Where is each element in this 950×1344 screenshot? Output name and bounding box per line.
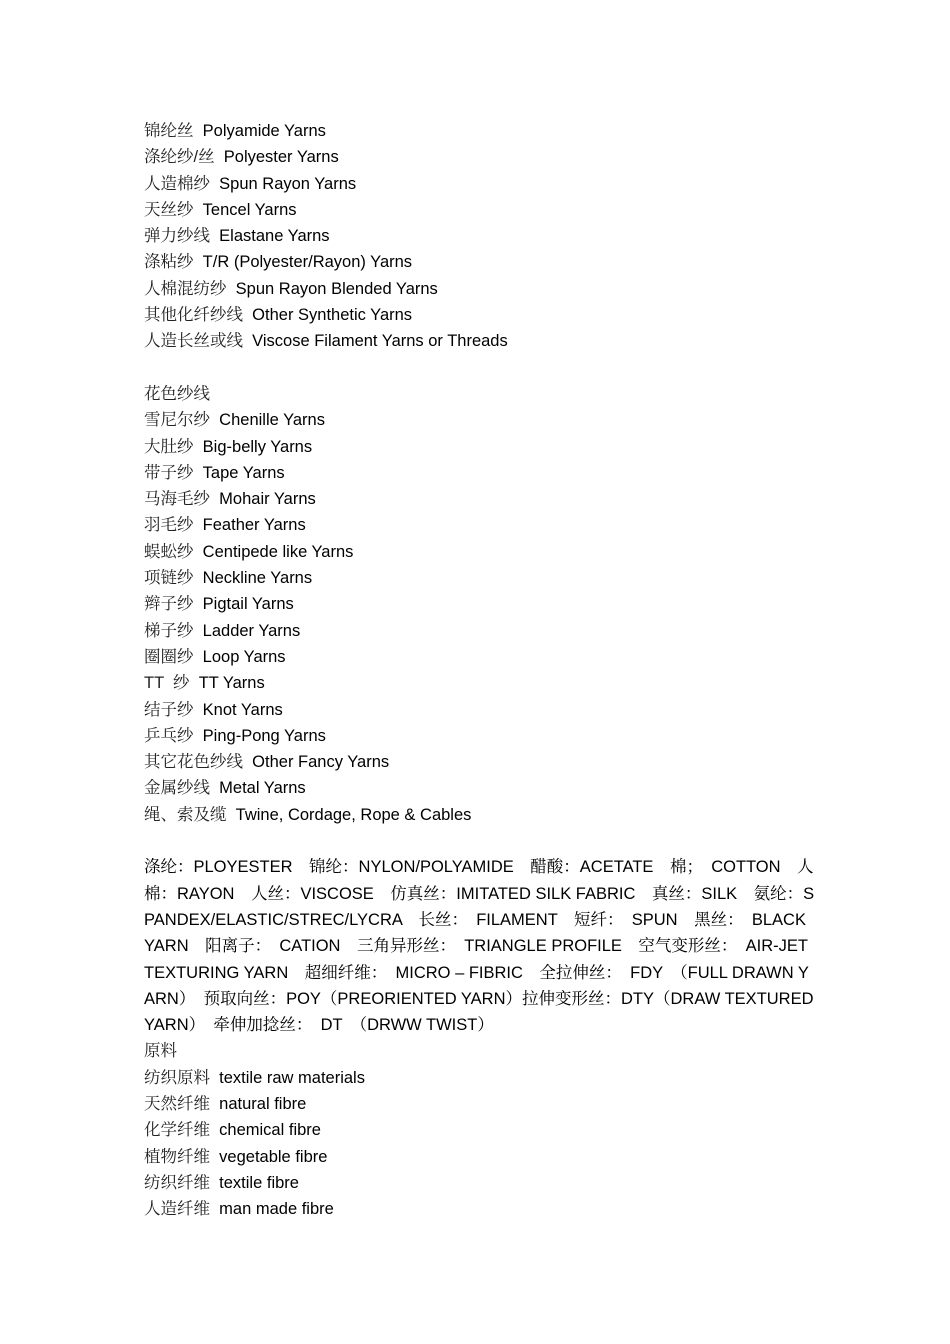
raw-material-list xyxy=(144,1065,824,1223)
list-item xyxy=(144,223,824,249)
list-item xyxy=(144,539,824,565)
list-item xyxy=(144,486,824,512)
list-item xyxy=(144,1117,824,1143)
list-item xyxy=(144,407,824,433)
term-en: Tencel Yarns xyxy=(202,200,297,219)
list-item xyxy=(144,802,824,828)
term-zh: 大肚纱 xyxy=(144,437,194,456)
term-en: Big-belly Yarns xyxy=(202,437,313,456)
term-en: Ladder Yarns xyxy=(202,621,301,640)
list-item xyxy=(144,328,824,354)
term-en: TT Yarns xyxy=(198,674,265,693)
term-en: T/R (Polyester/Rayon) Yarns xyxy=(202,253,413,272)
term-en: Elastane Yarns xyxy=(219,227,330,246)
yarn-list xyxy=(144,118,824,355)
term-zh: 马海毛纱 xyxy=(144,490,210,509)
term-zh: 植物纤维 xyxy=(144,1147,210,1166)
term-zh: 带子纱 xyxy=(144,463,194,482)
term-en: Pigtail Yarns xyxy=(202,595,294,614)
term-en: Ping-Pong Yarns xyxy=(202,726,326,745)
term-en: Polyester Yarns xyxy=(223,148,339,167)
term-zh: 锦纶丝 xyxy=(144,122,194,140)
term-en: vegetable fibre xyxy=(219,1147,328,1166)
term-zh: 人造长丝或线 xyxy=(144,332,243,351)
document-content xyxy=(144,118,824,1222)
term-en: Other Synthetic Yarns xyxy=(252,306,413,325)
list-item xyxy=(144,749,824,775)
term-zh: 结子纱 xyxy=(144,700,194,719)
term-zh: 雪尼尔纱 xyxy=(144,411,210,430)
term-en: Other Fancy Yarns xyxy=(252,753,390,772)
list-item xyxy=(144,775,824,801)
blank-line xyxy=(144,828,824,854)
list-item xyxy=(144,618,824,644)
term-zh: 羽毛纱 xyxy=(144,516,194,535)
term-zh: 梯子纱 xyxy=(144,621,194,640)
term-zh: TT 纱 xyxy=(144,674,190,693)
term-en: textile raw materials xyxy=(219,1068,365,1087)
term-zh: 金属纱线 xyxy=(144,779,210,798)
list-item xyxy=(144,697,824,723)
term-zh: 绳、索及缆 xyxy=(144,805,227,824)
term-zh: 天丝纱 xyxy=(144,200,194,219)
list-item xyxy=(144,1091,824,1117)
section-heading: 原料 xyxy=(144,1042,177,1061)
term-zh: 天然纤维 xyxy=(144,1094,210,1113)
fancy-yarn-list xyxy=(144,407,824,828)
list-item xyxy=(144,171,824,197)
list-item xyxy=(144,249,824,275)
term-en: Feather Yarns xyxy=(202,516,306,535)
term-en: natural fibre xyxy=(219,1094,307,1113)
list-item xyxy=(144,512,824,538)
list-item xyxy=(144,276,824,302)
term-zh: 其它花色纱线 xyxy=(144,753,243,772)
term-en: Knot Yarns xyxy=(202,700,283,719)
term-zh: 纺织纤维 xyxy=(144,1173,210,1192)
term-en: Twine, Cordage, Rope & Cables xyxy=(235,805,472,824)
term-zh: 蜈蚣纱 xyxy=(144,542,194,561)
list-item xyxy=(144,591,824,617)
list-item xyxy=(144,1170,824,1196)
term-zh: 化学纤维 xyxy=(144,1121,210,1140)
term-zh: 项链纱 xyxy=(144,569,194,588)
term-en: Mohair Yarns xyxy=(219,490,316,509)
term-en: Spun Rayon Yarns xyxy=(219,174,357,193)
list-item xyxy=(144,1196,824,1222)
section-heading: 花色纱线 xyxy=(144,384,210,403)
term-en: Metal Yarns xyxy=(219,779,306,798)
term-en: Loop Yarns xyxy=(202,647,286,666)
term-en: Tape Yarns xyxy=(202,463,285,482)
term-en: Centipede like Yarns xyxy=(202,542,354,561)
fiber-terms-paragraph: 涤纶：PLOYESTER 锦纶：NYLON/POLYAMIDE 醋酸：ACETATE 棉； COTTON 人棉：RAYON 人丝：VISCOSE 仿真丝：IMITATED SILK FABRIC 真丝：SILK 氨纶：SPANDEX/ELASTIC/STREC/LYCRA 长丝： FILAMENT 短纤： SPUN 黑丝： BLACK YARN 阳离子： CATION 三角异形丝： TRIANGLE PROFILE 空气变形丝： AIR-JET TEXTURING YARN 超细纤维： MICRO – FIBRIC 全拉伸丝： FDY （FULL DRAWN YARN） 预取向丝：POY（PREORIENTED YARN）拉伸变形丝：DTY（DRAW TEXTURED YARN） 牵伸加捻丝： DT （DRWW TWIST） xyxy=(144,858,815,1035)
term-zh: 纺织原料 xyxy=(144,1068,210,1087)
term-en: Neckline Yarns xyxy=(202,569,313,588)
term-en: Spun Rayon Blended Yarns xyxy=(235,279,438,298)
term-en: Viscose Filament Yarns or Threads xyxy=(252,332,508,351)
term-zh: 人造纤维 xyxy=(144,1200,210,1219)
term-zh: 涤粘纱 xyxy=(144,253,194,272)
term-zh: 人造棉纱 xyxy=(144,174,210,193)
list-item xyxy=(144,302,824,328)
term-zh: 弹力纱线 xyxy=(144,227,210,246)
term-en: chemical fibre xyxy=(219,1121,321,1140)
list-item xyxy=(144,197,824,223)
list-item xyxy=(144,644,824,670)
list-item xyxy=(144,1144,824,1170)
blank-line xyxy=(144,355,824,381)
term-zh: 涤纶纱/丝 xyxy=(144,148,215,167)
term-en: textile fibre xyxy=(219,1173,299,1192)
list-item xyxy=(144,670,824,696)
term-zh: 其他化纤纱线 xyxy=(144,306,243,325)
list-item xyxy=(144,434,824,460)
list-item xyxy=(144,723,824,749)
term-zh: 乒乓纱 xyxy=(144,726,194,745)
list-item xyxy=(144,118,824,144)
list-item xyxy=(144,1065,824,1091)
term-zh: 辫子纱 xyxy=(144,595,194,614)
term-en: man made fibre xyxy=(219,1200,334,1219)
list-item xyxy=(144,144,824,170)
term-zh: 人棉混纺纱 xyxy=(144,279,227,298)
term-en: Chenille Yarns xyxy=(219,411,325,430)
term-en: Polyamide Yarns xyxy=(202,122,326,140)
list-item xyxy=(144,565,824,591)
term-zh: 圈圈纱 xyxy=(144,647,194,666)
list-item xyxy=(144,460,824,486)
